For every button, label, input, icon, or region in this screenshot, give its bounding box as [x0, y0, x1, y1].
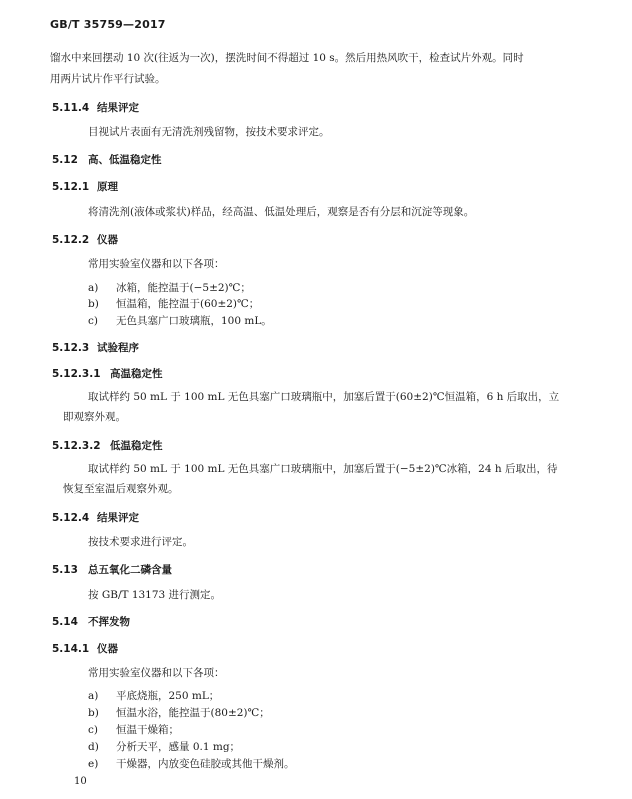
list-text: 干燥器，内放变色硅胶或其他干燥剂。 [116, 758, 295, 770]
section-number: 5.14 [52, 616, 78, 628]
list-text: 恒温干燥箱； [116, 724, 179, 736]
standard-code: GB/T 35759—2017 [50, 18, 166, 31]
section-number: 5.12.3.1 [52, 368, 101, 380]
section-5-12-3-1-heading [52, 366, 163, 381]
section-5-14-heading [52, 614, 130, 629]
list-item [88, 756, 295, 771]
section-5-12-heading [52, 152, 162, 167]
section-5-13-heading [52, 562, 172, 577]
section-5-13-text: 按 GB/T 13173 进行测定。 [88, 589, 222, 601]
section-title: 不挥发物 [88, 616, 130, 628]
section-number: 5.12.1 [52, 181, 90, 193]
list-label: d) [88, 741, 99, 753]
section-number: 5.12.4 [52, 512, 90, 524]
section-5-12-3-2-line-2: 恢复至室温后观察外观。 [63, 483, 179, 495]
section-5-11-4-text: 目视试片表面有无清洗剂残留物，按技术要求评定。 [88, 126, 330, 138]
section-5-11-4-heading [52, 100, 139, 115]
list-label: c) [88, 315, 98, 327]
list-item [88, 313, 272, 328]
list-item [88, 739, 240, 754]
list-text: 恒温水浴，能控温于(80±2)℃； [116, 707, 270, 719]
list-item [88, 688, 219, 703]
list-text: 冰箱，能控温于(−5±2)℃； [116, 282, 251, 294]
section-5-12-3-2-heading [52, 438, 163, 453]
section-title: 仪器 [97, 234, 118, 246]
list-text: 恒温箱，能控温于(60±2)℃； [116, 298, 260, 310]
section-5-12-3-2-line-1: 取试样约 50 mL 于 100 mL 无色具塞广口玻璃瓶中，加塞后置于(−5±2)℃冰箱，24 h 后取出，待 [88, 463, 558, 475]
section-number: 5.14.1 [52, 643, 90, 655]
list-item [88, 722, 179, 737]
section-title: 原理 [97, 181, 118, 193]
list-item [88, 296, 259, 311]
list-label: e) [88, 758, 99, 770]
section-5-12-4-heading [52, 510, 139, 525]
section-5-12-2-heading [52, 232, 118, 247]
section-title: 总五氧化二磷含量 [88, 564, 172, 576]
section-title: 仪器 [97, 643, 118, 655]
list-label: c) [88, 724, 98, 736]
list-text: 无色具塞广口玻璃瓶，100 mL。 [116, 315, 272, 327]
section-title: 低温稳定性 [110, 440, 163, 452]
section-5-14-1-intro: 常用实验室仪器和以下各项： [88, 667, 225, 679]
section-5-12-3-1-line-1: 取试样约 50 mL 于 100 mL 无色具塞广口玻璃瓶中，加塞后置于(60±2)℃恒温箱，6 h 后取出，立 [88, 391, 560, 403]
list-text: 分析天平，感量 0.1 mg； [116, 741, 241, 753]
page-number: 10 [74, 776, 87, 787]
section-5-12-2-intro: 常用实验室仪器和以下各项： [88, 258, 225, 270]
section-number: 5.12.2 [52, 234, 90, 246]
section-number: 5.13 [52, 564, 78, 576]
section-title: 结果评定 [97, 512, 139, 524]
intro-line-1: 馏水中来回摆动 10 次(往返为一次)，摆洗时间不得超过 10 s。然后用热风吹干，检查试片外观。同时 [50, 52, 524, 64]
list-label: a) [88, 690, 99, 702]
section-5-12-3-1-line-2: 即观察外观。 [63, 411, 126, 423]
list-item [88, 280, 251, 295]
list-text: 平底烧瓶，250 mL； [116, 690, 220, 702]
section-5-14-1-heading [52, 641, 118, 656]
list-label: b) [88, 298, 99, 310]
intro-line-2: 用两片试片作平行试验。 [50, 73, 166, 85]
list-label: a) [88, 282, 99, 294]
section-number: 5.12.3 [52, 342, 90, 354]
list-label: b) [88, 707, 99, 719]
section-number: 5.12 [52, 154, 78, 166]
section-title: 高温稳定性 [110, 368, 163, 380]
section-5-12-1-text: 将清洗剂(液体或浆状)样品，经高温、低温处理后，观察是否有分层和沉淀等现象。 [88, 206, 475, 218]
section-5-12-1-heading [52, 179, 118, 194]
section-title: 高、低温稳定性 [88, 154, 162, 166]
section-number: 5.12.3.2 [52, 440, 101, 452]
section-title: 结果评定 [97, 102, 139, 114]
list-item [88, 705, 270, 720]
section-number: 5.11.4 [52, 102, 90, 114]
section-title: 试验程序 [97, 342, 139, 354]
section-5-12-4-text: 按技术要求进行评定。 [88, 536, 193, 548]
section-5-12-3-heading [52, 340, 139, 355]
